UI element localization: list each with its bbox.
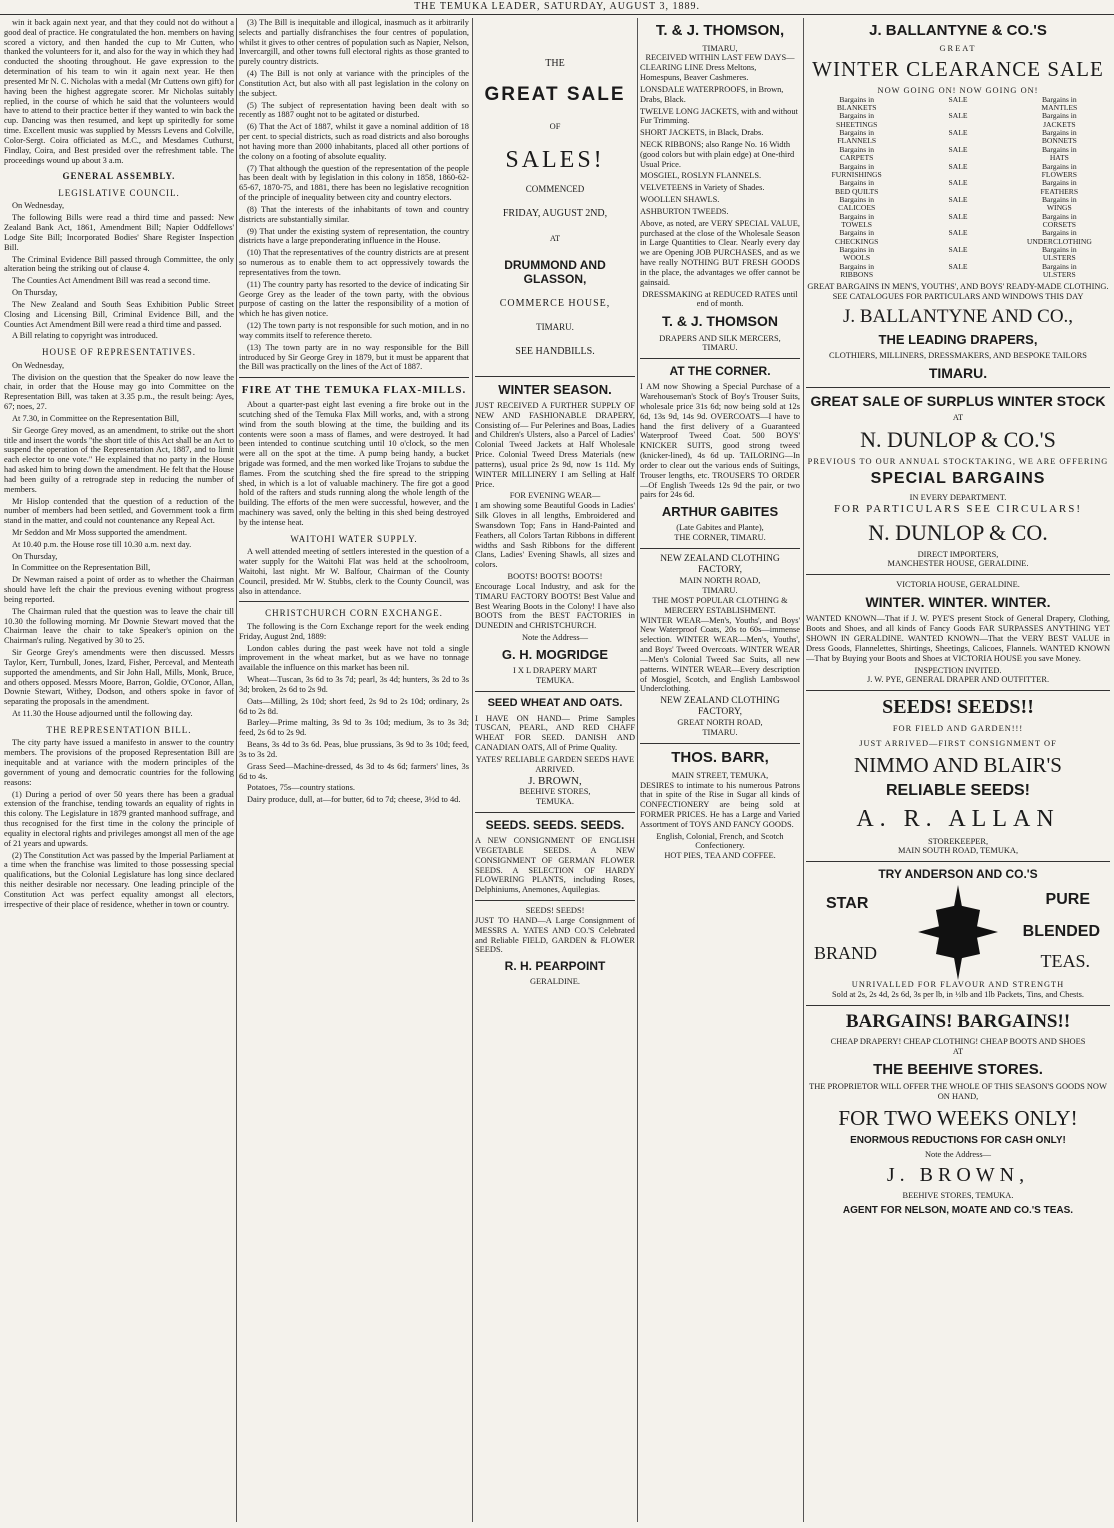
ad-item: NECK RIBBONS; also Range No. 16 Width (good colors but with plain edge) at One-third Usual Price. bbox=[640, 140, 795, 169]
ad-timaru: TIMARU. bbox=[702, 343, 738, 353]
paragraph: The Chairman ruled that the question was to leave the chair till 10.30 the following morning. Mr Downie Stewart moved that the Chairman leave the chair to take Speaker's opinion on the Chairman's ruling. Negatived by 30 to 25. bbox=[4, 606, 234, 646]
ad-mart: I X L DRAPERY MART bbox=[512, 666, 598, 676]
sale-cell bbox=[1009, 179, 1110, 196]
ad-nz-town: TIMARU. bbox=[702, 586, 738, 596]
ad-dunlop-2: N. DUNLOP & CO. bbox=[868, 519, 1048, 545]
ad-date: FRIDAY, AUGUST 2ND, bbox=[502, 208, 608, 220]
paragraph: At 11.30 the House adjourned until the following day. bbox=[12, 709, 193, 719]
ad-enormous: ENORMOUS REDUCTIONS FOR CASH ONLY! bbox=[850, 1134, 1066, 1146]
sale-cell-label: RIBBONS bbox=[840, 269, 874, 279]
sale-cell-label: CARPETS bbox=[839, 153, 874, 163]
ad-the: THE bbox=[545, 58, 565, 69]
ad-barr-conf: English, Colonial, French, and Scotch Confectionery. bbox=[656, 831, 784, 851]
ad-beehive: BEEHIVE STORES, bbox=[519, 787, 591, 797]
sale-cell bbox=[806, 196, 907, 213]
ad-house: COMMERCE HOUSE, bbox=[499, 297, 611, 309]
paragraph: Sir George Grey moved, as an amendment, to strike out the short title and insert the words "the short title of this Act shall be an Act to suspend the operation of the Representation Act, 1887, and to limit each elector to one vote." He explained that no party in the House had asked him to bring down the amendment. He felt that the House had been guilty of a retrograde step in reducing the number of members. bbox=[4, 425, 234, 494]
ad-clothiers: CLOTHIERS, MILLINERS, DRESSMAKERS, AND BESPOKE TAILORS bbox=[829, 351, 1087, 361]
ad-particulars: FOR PARTICULARS SEE CIRCULARS! bbox=[833, 502, 1083, 515]
sale-cell-bargains: Bargains in bbox=[1041, 228, 1077, 238]
paragraph: On Thursday, bbox=[12, 551, 58, 561]
sale-cell-label: SALE bbox=[948, 244, 968, 254]
ad-seeds: SEEDS. SEEDS. SEEDS. bbox=[485, 818, 625, 833]
ad-proprietor: THE PROPRIETOR WILL OFFER THE WHOLE OF THIS SEASON'S GOODS NOW ON HAND, bbox=[809, 1082, 1107, 1102]
sale-cell-label: CALICOES bbox=[838, 203, 876, 213]
sale-cell bbox=[806, 163, 907, 180]
sale-cell-label: SALE bbox=[948, 128, 968, 138]
paragraph: Mr Seddon and Mr Moss supported the amendment. bbox=[12, 527, 187, 537]
paragraph: London cables during the past week have not told a single improvement in the wheat market, but as we have no tonnage available the influence on this market has been nil. bbox=[239, 643, 469, 673]
sale-cell-label: JACKETS bbox=[1043, 119, 1076, 129]
ad-of: OF bbox=[549, 121, 561, 131]
ad-pearpoint: R. H. PEARPOINT bbox=[504, 959, 606, 974]
sale-cell-bargains: Bargains in bbox=[1041, 94, 1077, 104]
ad-winter-season: WINTER SEASON. bbox=[498, 381, 612, 397]
sale-cell-label: BED QUILTS bbox=[834, 186, 879, 196]
sale-cell-label: MANTLES bbox=[1041, 103, 1078, 113]
paragraph: The following Bills were read a third time and passed: New Zealand Bank Act, 1861, Amendment Bill; Napier Oddfellows' Lodge Site Bill; Incorporated Bodies' Share Register Inspection Bill. bbox=[4, 213, 234, 252]
star-icon bbox=[918, 885, 998, 980]
ad-at: AT bbox=[952, 412, 964, 422]
sale-cell-bargains: Bargains in bbox=[1041, 178, 1077, 188]
paragraph: (12) The town party is not responsible for such motion, and in no way commits itself to reference thereto. bbox=[239, 321, 469, 340]
paragraph: Beans, 3s 4d to 3s 6d. Peas, blue prussians, 3s 9d to 3s 10d; feed, 3s to 3s 2d. bbox=[239, 740, 469, 759]
paragraph: Barley—Prime malting, 3s 9d to 3s 10d; medium, 3s to 3s 3d; feed, 2s 6d to 2s 9d. bbox=[239, 718, 469, 738]
ad-star: STAR bbox=[826, 895, 869, 913]
paragraph: (2) The Constitution Act was passed by the Imperial Parliament at a time when the franchise was limited to those possessing special qualifications, but the Colonial Legislature has long since declared this neither desirable nor necessary. One leading principle of the Constitution Act was perfect equality amongst all electors, irrespective of their place of residence, whether in town or country. bbox=[4, 850, 234, 909]
article-fire: About a quarter-past eight last evening a fire broke out in the scutching shed of the Temuka Flax Mill works, and, with a strong wind from the south blowing at the time, the building and its contents were soon a mass of flames, and were destroyed. It had been intended to continue scutching until 10 o'clock, so the men were all on the spot at the time. A pump being handy, a bucket brigade was formed, and the men worked like Trojans to subdue the flames. From the scutching shed the fire spread to the stripping shed, in which is a lot of valuable machinery. The fire got a good hold of the rafters and studs running along the whole length of the building. The efforts of the men were successful, however, and the machinery was saved, only the belting in this shed being destroyed by the intense heat. bbox=[239, 400, 469, 527]
sale-cell bbox=[806, 213, 907, 230]
paragraph: (4) The Bill is not only at variance with the principles of the Constitution Act, but also with all past legislation in the colony on the subject. bbox=[239, 69, 469, 98]
sale-cell-bargains: Bargains in bbox=[839, 178, 874, 188]
ad-item: SHORT JACKETS, in Black, Drabs. bbox=[640, 128, 764, 138]
sale-cell-bargains: Bargains in bbox=[839, 194, 874, 204]
paragraph: (13) The town party are in no way responsible for the Bill introduced by Sir George Grey in 1879, but it must be apparent that the Bill was practically on the lines of the Act of 1887. bbox=[239, 342, 469, 372]
ad-at-the-corner: AT THE CORNER. bbox=[669, 364, 771, 379]
sale-cell bbox=[1009, 163, 1110, 180]
sale-cell-bargains: Bargains in bbox=[1041, 194, 1077, 204]
ad-beehive: THE BEEHIVE STORES. bbox=[873, 1060, 1043, 1078]
ad-bargains: BARGAINS! BARGAINS!! bbox=[845, 1010, 1071, 1032]
sale-cell bbox=[907, 229, 1008, 246]
ad-great-sale: GREAT SALE bbox=[484, 83, 626, 105]
ad-surplus: GREAT SALE OF SURPLUS WINTER STOCK bbox=[810, 392, 1106, 409]
ad-nimmo: NIMMO AND BLAIR'S bbox=[854, 753, 1062, 778]
ad-seed-wheat: SEED WHEAT AND OATS. bbox=[487, 696, 623, 709]
sale-cell-bargains: Bargains in bbox=[1041, 261, 1077, 271]
sale-cell-label: SALE bbox=[948, 228, 968, 238]
sale-cell-bargains: Bargains in bbox=[839, 211, 874, 221]
ad-leading: THE LEADING DRAPERS, bbox=[878, 332, 1038, 348]
ad-firm: DRUMMOND AND GLASSON, bbox=[504, 257, 606, 286]
sale-cell-bargains: Bargains in bbox=[839, 261, 874, 271]
sale-cell-label: SALE bbox=[948, 211, 968, 221]
ad-item: VELVETEENS in Variety of Shades. bbox=[640, 183, 765, 193]
paragraph: Dairy produce, dull, at—for butter, 6d to 7d; cheese, 3½d to 4d. bbox=[247, 795, 461, 805]
ad-dressmaking: DRESSMAKING at REDUCED RATES until end of month. bbox=[642, 289, 798, 309]
sale-cell bbox=[907, 213, 1008, 230]
ad-gabites-addr: THE CORNER, TIMARU. bbox=[674, 533, 766, 543]
paragraph: On Wednesday, bbox=[12, 201, 65, 211]
ad-barr-street: MAIN STREET, TEMUKA, bbox=[671, 770, 769, 780]
sale-cell bbox=[907, 179, 1008, 196]
ad-text: WANTED KNOWN—That if J. W. PYE'S present Stock of General Drapery, Clothing, Boots and Shoes, and all kinds of Fancy Goods FAR SURPASSES ANYTHING YET SHOWN IN GERALDINE. WANTED KNOWN—That the VERY BEST VALUE in Dress Goods, Flannelettes, Shirtings, Sheetings, Calicoes, Flannels. WANTED KNOWN—That by Buying your Boots and Shoes at VICTORIA HOUSE you save Money. bbox=[806, 614, 1110, 663]
sale-cell bbox=[1009, 112, 1110, 129]
sale-cell-label: FLOWERS bbox=[1041, 169, 1078, 179]
paragraph: (5) The subject of representation having been dealt with so recently as 1887 ought not to be agitated or disturbed. bbox=[239, 100, 469, 120]
ad-at: AT bbox=[549, 234, 561, 244]
sale-cell-label: WOOLS bbox=[843, 253, 871, 263]
paragraph: At 10.40 p.m. the House rose till 10.30 a.m. next day. bbox=[12, 539, 192, 549]
heading-representation-bill: THE REPRESENTATION BILL. bbox=[46, 724, 192, 735]
sale-cell-label: UNDERCLOTHING bbox=[1026, 236, 1092, 246]
ad-nz-clothing: NEW ZEALAND CLOTHING FACTORY, bbox=[660, 554, 780, 576]
sale-cell bbox=[907, 246, 1008, 263]
ad-allan: A. R. ALLAN bbox=[856, 805, 1060, 832]
sale-cell-label: HATS bbox=[1049, 153, 1069, 163]
ad-gabites-sub: (Late Gabites and Plante), bbox=[676, 523, 764, 533]
paragraph: The division on the question that the Speaker do now leave the chair, in order that the House may go into Committee on the Representation Bill, was taken at 3.35 p.m., the result being: Ayes, 67; noes, 27. bbox=[4, 372, 234, 412]
sale-cell-label: SALE bbox=[948, 111, 968, 121]
ad-thomson: T. & J. THOMSON, bbox=[655, 22, 785, 39]
ad-try: TRY ANDERSON AND CO.'S bbox=[878, 867, 1038, 882]
paragraph: The Counties Act Amendment Bill was read a second time. bbox=[12, 276, 211, 286]
paragraph: Grass Seed—Machine-dressed, 4s 3d to 4s 6d; farmers' lines, 3s 6d to 4s. bbox=[239, 761, 469, 781]
ad-dunlop: N. DUNLOP & CO.'S bbox=[860, 426, 1056, 452]
ad-item: CLEARING LINE Dress Meltons, Homespuns, Beaver Cashmeres. bbox=[640, 63, 757, 83]
ad-field: FOR FIELD AND GARDEN!!! bbox=[892, 723, 1024, 733]
ad-gabites: ARTHUR GABITES bbox=[661, 504, 779, 520]
sale-cell-bargains: Bargains in bbox=[1041, 128, 1077, 138]
ad-nz-town-2: TIMARU. bbox=[702, 728, 738, 738]
ad-sold: Sold at 2s, 2s 4d, 2s 6d, 3s per lb, in ½lb and 1lb Packets, Tins, and Chests. bbox=[832, 990, 1084, 1000]
heading-waitohi: WAITOHI WATER SUPPLY. bbox=[290, 533, 418, 544]
paragraph: (1) During a period of over 50 years there has been a gradual extension of the franchise, tending towards an equality of rights in this colony. The Legislature in 1879 granted manhood suffrage, and thus recognised for the first time in the colony the principle of equality in electoral rights and privileges amongst all men of the age of 21 years and upwards. bbox=[4, 789, 234, 848]
ad-victoria: VICTORIA HOUSE, GERALDINE. bbox=[896, 580, 1020, 590]
ad-item: WOOLLEN SHAWLS. bbox=[640, 195, 720, 205]
heading-house: HOUSE OF REPRESENTATIVES. bbox=[41, 347, 197, 358]
ad-yates: YATES' RELIABLE GARDEN SEEDS HAVE ARRIVED. bbox=[475, 754, 635, 774]
masthead: THE TEMUKA LEADER, SATURDAY, AUGUST 3, 1889. bbox=[0, 0, 1114, 15]
sale-cell bbox=[907, 163, 1008, 180]
paragraph: Oats—Milling, 2s 10d; short feed, 2s 9d to 2s 10d; ordinary, 2s 6d to 2s 8d. bbox=[239, 696, 469, 716]
paragraph: Wheat—Tuscan, 3s 6d to 3s 7d; pearl, 3s 4d; hunters, 3s 2d to 3s 3d; broken, 2s 6d to 2s 9d. bbox=[239, 675, 469, 694]
sale-cell-label: CORSETS bbox=[1042, 219, 1076, 229]
sale-cell bbox=[1009, 196, 1110, 213]
sale-cell-bargains: Bargains in bbox=[839, 94, 874, 104]
paragraph: (9) That under the existing system of representation, the country districts have a large preponderating influence in the House. bbox=[239, 226, 469, 246]
ad-storekeeper: STOREKEEPER, bbox=[927, 836, 989, 846]
paragraph: (3) The Bill is inequitable and illogical, inasmuch as it arbitrarily selects and partially disfranchises the four centres of population, whilst it gives to other centres of population such as Napier, Nelson, Invercargill, and other towns full electoral rights as those granted to purely country districts. bbox=[239, 18, 469, 67]
sale-cell bbox=[1009, 246, 1110, 263]
sale-cell-label: BONNETS bbox=[1041, 136, 1077, 146]
ad-going: NOW GOING ON! NOW GOING ON! bbox=[877, 85, 1039, 95]
sale-cell-bargains: Bargains in bbox=[839, 161, 874, 171]
ad-great: GREAT bbox=[939, 43, 977, 53]
ad-text: JUST RECEIVED A FURTHER SUPPLY OF NEW AND FASHIONABLE DRAPERY, Consisting of— Fur Pelerines and Boas, Ladies and Children's Ulsters, also a Parcel of Ladies' Colonial Tweed Jackets at Half Wholesale Price. Colonial Tweed Dress Materials (new patterns), usual price 2s 9d, now 1s 11d. My WINTER MILLINERY I am Selling at Half Price. bbox=[475, 401, 635, 489]
paragraph: (7) That although the question of the representation of the people has been dealt with by legislation in this colony in 1858, 1860-62-65-67, 1870-75, and 1881, there has been no legislative recognition of the principle of inequality between city and country electors. bbox=[239, 163, 469, 203]
sale-cell-bargains: Bargains in bbox=[1041, 144, 1077, 154]
ad-text: DESIRES to intimate to his numerous Patrons that in spite of the Rise in Sugar all kinds of CONFECTIONERY are being sold at FORMER PRICES. He has a Large and Varied Assortment of TOYS AND FANCY GOODS. bbox=[640, 780, 800, 829]
ad-text: I am showing some Beautiful Goods in Ladies' Silk Gloves in all lengths, Embroidered and Swansdown Top; Fans in Hand-Painted and Feathers, all Colors Tartan Ribbons in different widths and Sash Ribbons for the different Clans, Ladies' Evening Shawls, all sizes and colors. bbox=[475, 501, 635, 570]
sale-cell-label: CHECKINGS bbox=[834, 236, 879, 246]
ad-timaru: TIMARU, bbox=[702, 43, 738, 53]
heading-fire: FIRE AT THE TEMUKA FLAX-MILLS. bbox=[241, 384, 467, 397]
ad-barr: THOS. BARR, bbox=[671, 749, 769, 767]
paragraph: The Criminal Evidence Bill passed through Committee, the only alteration being the striking out of clause 4. bbox=[4, 254, 234, 274]
sale-cell-label: WINGS bbox=[1046, 203, 1072, 213]
ad-mogridge: G. H. MOGRIDGE bbox=[501, 646, 609, 662]
sale-grid bbox=[806, 96, 1110, 280]
ad-item: TWELVE LONG JACKETS, with and without Fur Trimming. bbox=[640, 106, 798, 126]
ad-timaru: TIMARU. bbox=[928, 365, 988, 382]
sale-cell-label: SALE bbox=[948, 194, 968, 204]
sale-cell bbox=[907, 263, 1008, 280]
sale-cell bbox=[806, 179, 907, 196]
ad-text: I HAVE ON HAND— Prime Samples TUSCAN, PEARL, AND RED CHAFF WHEAT FOR SEED. DANISH AND CANADIAN OATS, All of Prime Quality. bbox=[475, 713, 635, 753]
ad-pure: PURE bbox=[1045, 891, 1090, 909]
ad-see: SEE HANDBILLS. bbox=[515, 346, 595, 358]
ad-sales: SALES! bbox=[505, 146, 605, 173]
sale-cell-label: SHEETINGS bbox=[835, 119, 878, 129]
ad-main-south: MAIN SOUTH ROAD, TEMUKA, bbox=[897, 846, 1019, 856]
paragraph: (10) That the representatives of the country districts are at present so numerous as to enable them to act oppressively towards the representatives from the town. bbox=[239, 248, 469, 277]
ad-text: Above, as noted, are VERY SPECIAL VALUE, purchased at the close of the Wholesale Season in Large Quantities to Clear. Nearly every day we are Opening JOB PURCHASES, and as we have really NOTHING BUT FRESH GOODS in the place, the advantages we offer cannot be gainsaid. bbox=[640, 218, 800, 287]
ad-item: ASHBURTON TWEEDS. bbox=[640, 206, 729, 216]
ad-note: Note the Address— bbox=[924, 1150, 992, 1160]
ad-town: TIMARU. bbox=[536, 321, 574, 332]
sale-cell-bargains: Bargains in bbox=[1041, 111, 1077, 121]
ad-text: I AM now Showing a Special Purchase of a Warehouseman's Stock of Boy's Trouser Suits, wholesale price 31s 6d; now being sold at 12s 6d, 13s 9d, 14s 9d. OVERCOATS—I have to hand the first delivery of a Guaranteed Waterproof Tweed Coat. 500 BOYS' KNICKER SUITS, good strong tweed (knicker-lined), 4s 6d up. TAILORING—In order to clear out the various ends of Suitings, Trouser lengths, etc. TROUSERS TO ORDER—Of English Tweeds 12s 9d the pair, or two pairs for 24s 6d. bbox=[640, 382, 800, 500]
ad-ballantyne-2: J. BALLANTYNE AND CO., bbox=[842, 305, 1074, 327]
heading-legislative-council: LEGISLATIVE COUNCIL. bbox=[58, 187, 180, 198]
ad-previous: PREVIOUS TO OUR ANNUAL STOCKTAKING, WE ARE OFFERING bbox=[807, 456, 1109, 466]
ad-note: Note the Address— bbox=[521, 633, 589, 643]
sale-cell-label: SALE bbox=[948, 94, 968, 104]
ad-temuka: TEMUKA. bbox=[536, 675, 574, 685]
sale-cell bbox=[806, 112, 907, 129]
paragraph: (8) That the interests of the inhabitants of town and country districts are substantially similar. bbox=[239, 204, 469, 224]
ad-seeds: SEEDS! SEEDS!! bbox=[882, 696, 1034, 719]
sale-cell-label: FURNISHINGS bbox=[831, 169, 882, 179]
sale-cell bbox=[806, 229, 907, 246]
column-4 bbox=[640, 18, 800, 1524]
ad-text: JUST TO HAND—A Large Consignment of MESSRS A. YATES AND CO.'S Celebrated and Reliable FIELD, GARDEN & FLOWER SEEDS. bbox=[475, 915, 635, 955]
sale-cell-label: ULSTERS bbox=[1042, 253, 1076, 263]
sale-cell-label: SALE bbox=[948, 261, 968, 271]
ad-at-2: AT bbox=[952, 1046, 964, 1056]
sale-cell bbox=[806, 246, 907, 263]
column-3 bbox=[475, 18, 635, 1524]
sale-cell-bargains: Bargains in bbox=[839, 144, 874, 154]
sale-cell bbox=[1009, 263, 1110, 280]
ad-ballantyne: J. BALLANTYNE & CO.'S bbox=[869, 22, 1047, 39]
sale-cell-bargains: Bargains in bbox=[839, 244, 874, 254]
sale-cell bbox=[1009, 146, 1110, 163]
sale-cell-label: SALE bbox=[948, 144, 968, 154]
ad-barr-hot: HOT PIES, TEA AND COFFEE. bbox=[664, 851, 776, 861]
sale-cell bbox=[907, 129, 1008, 146]
ad-every: IN EVERY DEPARTMENT. bbox=[909, 493, 1007, 503]
paragraph: The New Zealand and South Seas Exhibition Public Street Closing and Licensing Bill, Criminal Evidence Bill, and the Counties Act Amendment Bill were read a third time and passed. bbox=[4, 299, 234, 329]
sale-cell-bargains: Bargains in bbox=[839, 128, 874, 138]
ad-nz-clothing-2: NEW ZEALAND CLOTHING FACTORY, bbox=[660, 696, 780, 718]
paragraph: Mr Hislop contended that the question of a reduction of the number of members had been settled, and Government took a firm stand in the matter, and could not countenance any Repeal Act. bbox=[4, 496, 234, 526]
heading-corn-exchange: CHRISTCHURCH CORN EXCHANGE. bbox=[265, 608, 443, 619]
article-intro: win it back again next year, and that they could not do without a good deal of practice. He congratulated the hon. members on having scored a victory, and then handed the cup to Mr Cutten, who thanked the volunteers for it, and also for the way in which they had conducted the shooting throughout. He gave expression to the determination of his team to win it again next year. He then presented Mr N. C. Nicholas with a medal (Mr Cuttens own gift) for having been the highest aggregate scorer. Mr Nicholas suitably replied, in the course of which he said that the volunteers would have to attend to their practice better if they wanted to win back the cup. Dancing was then resumed, and kept up spiritedly for some time. Excellent music was supplied by Messrs Levens and Colville, Color-Sergt. Coira officiated as M.C., and Mesdames Cuthurst, Findlay, Coira, and Best presided over the refreshment table. The proceedings wound up about 3 a.m. bbox=[4, 18, 234, 165]
sale-cell bbox=[907, 96, 1008, 113]
heading-general-assembly: GENERAL ASSEMBLY. bbox=[62, 171, 176, 182]
ad-arrived: JUST ARRIVED—FIRST CONSIGNMENT OF bbox=[859, 739, 1057, 749]
sale-cell bbox=[907, 112, 1008, 129]
ad-item: LONSDALE WATERPROOFS, in Brown, Drabs, Black. bbox=[640, 84, 784, 104]
paragraph: Dr Newman raised a point of order as to whether the Chairman should have left the chair the previous evening without progress being reported. bbox=[4, 575, 234, 604]
sale-cell bbox=[806, 263, 907, 280]
paragraph: In Committee on the Representation Bill, bbox=[12, 563, 151, 573]
sale-cell-bargains: Bargains in bbox=[839, 228, 874, 238]
paragraph: On Thursday, bbox=[12, 288, 58, 298]
sale-cell bbox=[1009, 229, 1110, 246]
star-brand-block bbox=[806, 885, 1110, 980]
ad-clearance: WINTER CLEARANCE SALE bbox=[812, 57, 1104, 82]
sale-cell-bargains: Bargains in bbox=[1041, 211, 1077, 221]
paragraph: Sir George Grey's amendments were then discussed. Messrs Taylor, Kerr, Turnbull, Jones, Izard, Fisher, Perceval, and Menteath supported the amendments, and Sir John Hall, Mills, Monk, Bruce, and others opposed. Messrs Moore, Barron, Goldie, O'Conor, Allan, Downie Stewart, Withey, Dodson, and others spoke in favor of separating the proposals in the amendment. bbox=[4, 648, 234, 707]
sale-cell-bargains: Bargains in bbox=[1041, 244, 1077, 254]
sale-cell bbox=[907, 146, 1008, 163]
sale-cell bbox=[907, 196, 1008, 213]
ad-brown: J. BROWN, bbox=[886, 1164, 1030, 1187]
sale-cell bbox=[1009, 96, 1110, 113]
ad-winter: WINTER. WINTER. WINTER. bbox=[865, 594, 1051, 610]
article-waitohi: A well attended meeting of settlers interested in the question of a water supply for the Waitohi Flat was held at the schoolroom, Waitohi, last night. Mr W. Balfour, Chairman of the County Council, presided. Mr W. Stubbs, clerk to the County Council, was also in attendance. bbox=[239, 547, 469, 596]
ad-unrivalled: UNRIVALLED FOR FLAVOUR AND STRENGTH bbox=[851, 980, 1065, 990]
ad-pye: J. W. PYE, GENERAL DRAPER AND OUTFITTER. bbox=[866, 675, 1050, 685]
ad-received: RECEIVED WITHIN LAST FEW DAYS— bbox=[645, 53, 795, 63]
sale-cell-label: FLANNELS bbox=[837, 136, 877, 146]
column-1 bbox=[4, 18, 234, 1524]
sale-cell bbox=[1009, 129, 1110, 146]
paragraph: The following is the Corn Exchange report for the week ending Friday, August 2nd, 1889: bbox=[239, 621, 469, 641]
ad-beehive-store: BEEHIVE STORES, TEMUKA. bbox=[902, 1191, 1014, 1201]
ad-thomson-2: T. & J. THOMSON bbox=[662, 313, 778, 330]
sale-cell-label: BLANKETS bbox=[836, 103, 877, 113]
sale-cell-label: SALE bbox=[948, 161, 968, 171]
ad-nz-popular: THE MOST POPULAR CLOTHING & MERCERY ESTABLISHMENT. bbox=[652, 595, 788, 615]
paragraph: (11) The country party has resorted to the device of indicating Sir George Grey as the leader of the town party, with the obvious purpose of casting on the latter the responsibility of a motion of which he has given notice. bbox=[239, 279, 469, 319]
ad-drapers: DRAPERS AND SILK MERCERS, bbox=[659, 333, 781, 343]
ad-text: Encourage Local Industry, and ask for the TIMARU FACTORY BOOTS! Best Value and Best Wearing Boots in the Colony! I have also BOOTS from the BEST FACTORIES in DUNEDIN and CHRISTCHURCH. bbox=[475, 581, 635, 631]
ad-two-weeks: FOR TWO WEEKS ONLY! bbox=[838, 1106, 1078, 1130]
ad-brown: J. BROWN, bbox=[528, 774, 582, 787]
column-5 bbox=[806, 18, 1110, 1524]
ad-nz-road: MAIN NORTH ROAD, bbox=[679, 576, 761, 586]
ad-temuka: TEMUKA. bbox=[536, 797, 574, 807]
column-2 bbox=[239, 18, 469, 1524]
ad-geraldine: GERALDINE. bbox=[529, 977, 580, 987]
ad-seeds-yates: SEEDS! SEEDS! bbox=[525, 906, 585, 916]
sale-cell-label: FEATHERS bbox=[1040, 186, 1079, 196]
ad-subhead: FOR EVENING WEAR— bbox=[509, 491, 601, 501]
sale-cell-label: ULSTERS bbox=[1042, 269, 1076, 279]
ad-blended: BLENDED bbox=[1022, 923, 1100, 941]
ad-importers: DIRECT IMPORTERS, bbox=[917, 549, 999, 559]
ad-nz-road-2: GREAT NORTH ROAD, bbox=[677, 718, 763, 728]
sale-cell bbox=[806, 146, 907, 163]
sale-cell-bargains: Bargains in bbox=[1041, 161, 1077, 171]
ad-text: WINTER WEAR—Men's, Youths', and Boys' New Waterproof Coats, 20s to 60s—immense selection. WINTER WEAR—Men's, Youths', and Boys' Tweed Overcoats. WINTER WEAR—Men's Colonial Tweed Sac Suits, all new patterns. WINTER WEAR—Every description of Mosgiel, Scotch, and English Lambswool Underclothing. bbox=[640, 615, 800, 694]
paragraph: At 7.30, in Committee on the Representation Bill, bbox=[12, 413, 180, 423]
paragraph: (6) That the Act of 1887, whilst it gave a nominal addition of 18 per cent. to special districts, such as road districts and also boroughs not having more than 2000 inhabitants, placed all other portions of the colony on a footing of absolute equality. bbox=[239, 122, 469, 161]
ad-item: MOSGIEL, ROSLYN FLANNELS. bbox=[640, 171, 762, 181]
paragraph: Potatoes, 75s—country stations. bbox=[247, 783, 355, 793]
sale-cell bbox=[806, 129, 907, 146]
ad-subhead: BOOTS! BOOTS! BOOTS! bbox=[507, 572, 603, 582]
sale-cell bbox=[1009, 213, 1110, 230]
ad-special: SPECIAL BARGAINS bbox=[870, 470, 1046, 488]
ad-see-catalogues: SEE CATALOGUES FOR PARTICULARS AND WINDOWS THIS DAY bbox=[832, 292, 1084, 302]
ad-reliable: RELIABLE SEEDS! bbox=[885, 781, 1030, 799]
sale-cell-bargains: Bargains in bbox=[839, 111, 874, 121]
ad-brand: BRAND bbox=[814, 943, 878, 964]
sale-cell-label: SALE bbox=[948, 178, 968, 188]
paragraph: On Wednesday, bbox=[12, 360, 65, 370]
ad-agent: AGENT FOR NELSON, MOATE AND CO.'S TEAS. bbox=[842, 1205, 1074, 1217]
ad-commenced: COMMENCED bbox=[525, 183, 585, 194]
ad-manchester: MANCHESTER HOUSE, GERALDINE. bbox=[887, 559, 1029, 569]
ad-teas: TEAS. bbox=[1040, 951, 1090, 972]
paragraph: The city party have issued a manifesto in answer to the country members. The provisions of the proposed Representation Bill are inequitable and at variance with the modern principles of the government of young and democratic countries for the following reasons: bbox=[4, 738, 234, 787]
ad-cheap: CHEAP DRAPERY! CHEAP CLOTHING! CHEAP BOOTS AND SHOES bbox=[830, 1037, 1086, 1047]
sale-cell-label: TOWELS bbox=[841, 219, 872, 229]
sale-cell bbox=[806, 96, 907, 113]
ad-inspection: INSPECTION INVITED. bbox=[914, 665, 1002, 675]
paragraph: A Bill relating to copyright was introduced. bbox=[12, 331, 158, 341]
ad-text: A NEW CONSIGNMENT OF ENGLISH VEGETABLE SEEDS. A NEW CONSIGNMENT OF GERMAN FLOWER SEEDS. A SELECTION OF HARDY FLOWERING PLANTS, including Roses, Delphiniums, Anemones, Aquilegias. bbox=[475, 836, 635, 895]
ad-great-bargains: GREAT BARGAINS IN MEN'S, YOUTHS', AND BOYS' READY-MADE CLOTHING. bbox=[807, 282, 1109, 292]
